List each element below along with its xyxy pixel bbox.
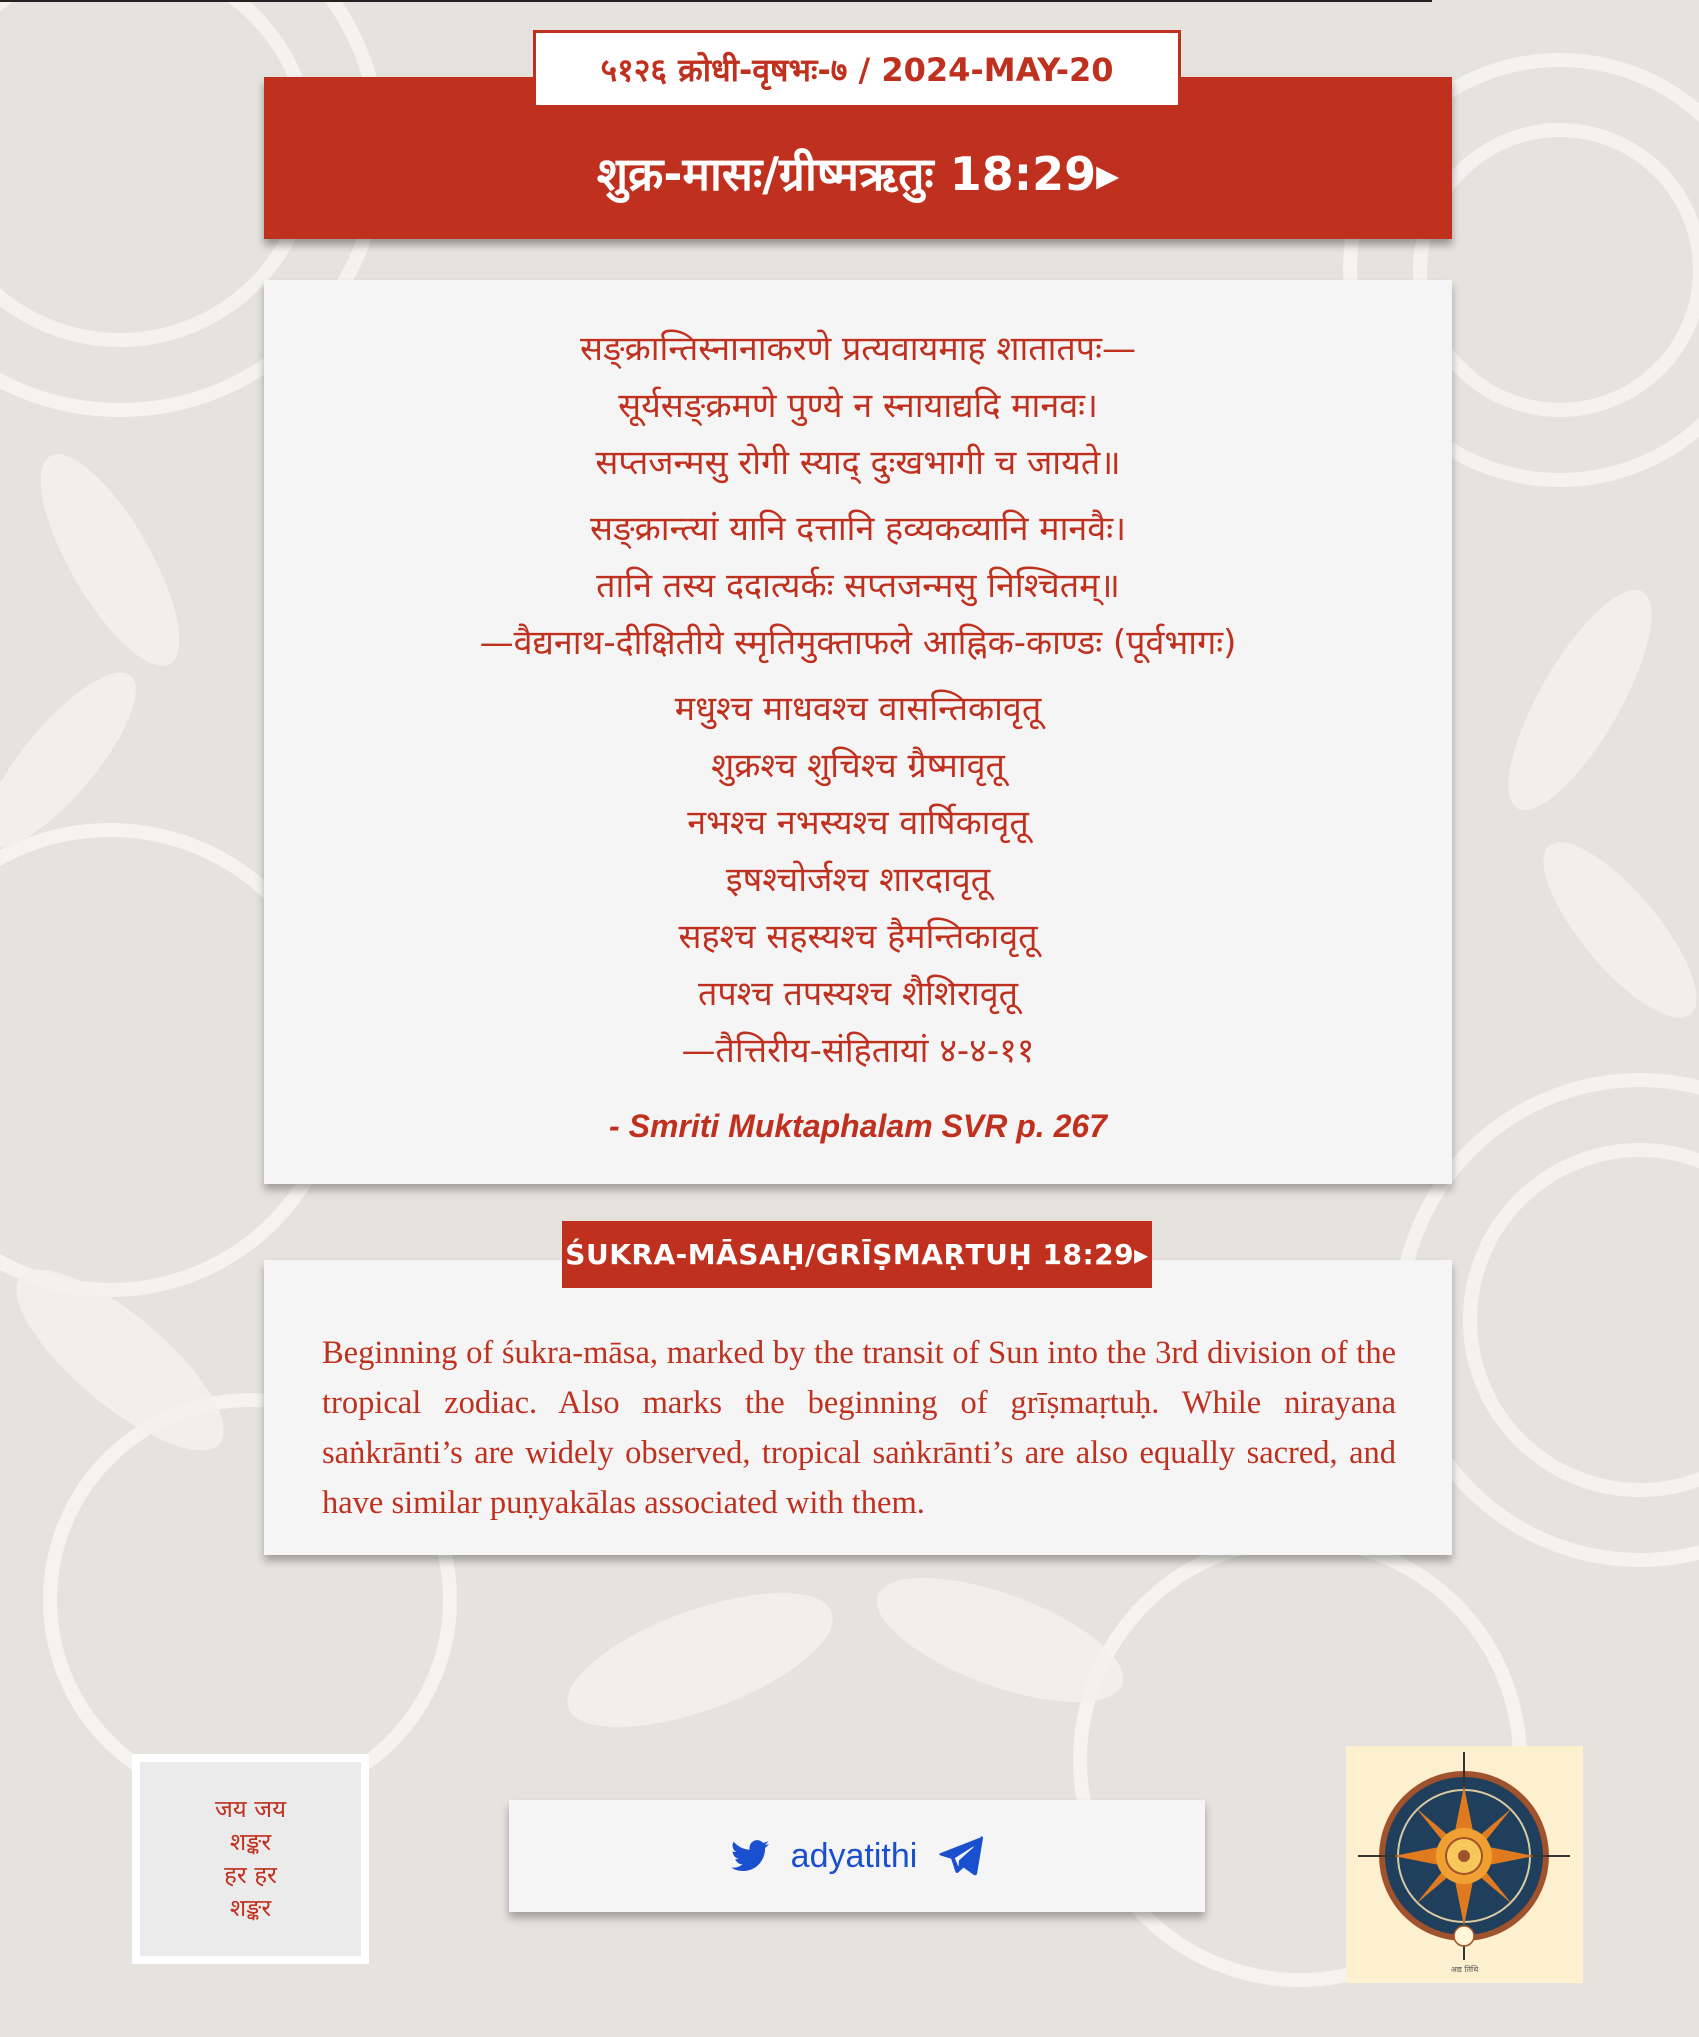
verse-line: इषश्चोर्जश्च शारदावृतू bbox=[725, 860, 991, 900]
verse-line: सहश्च सहस्यश्च हैमन्तिकावृतू bbox=[678, 917, 1038, 957]
logo-caption: अद्य तिथि bbox=[1450, 1965, 1479, 1974]
verse-line: —तैत्तिरीय-संहितायां ४-४-११ bbox=[681, 1031, 1035, 1071]
verse-line: तानि तस्य ददात्यर्कः सप्तजन्मसु निश्चितम्॥ bbox=[596, 566, 1120, 606]
verse-line: नभश्च नभस्यश्च वार्षिकावृतू bbox=[687, 803, 1029, 843]
social-handle[interactable]: adyatithi bbox=[790, 1836, 918, 1875]
twitter-icon[interactable] bbox=[731, 1840, 769, 1872]
top-rule bbox=[0, 0, 1432, 2]
telegram-icon[interactable] bbox=[939, 1836, 983, 1876]
verse-line: सप्तजन्मसु रोगी स्याद् दुःखभागी च जायते॥ bbox=[595, 443, 1121, 483]
adyatithi-logo bbox=[1346, 1746, 1583, 1983]
jaya-line: शङ्कर bbox=[229, 1894, 272, 1922]
stanza-2 bbox=[264, 509, 1452, 683]
verse-line: —वैद्यनाथ-दीक्षितीये स्मृतिमुक्ताफले आह्निक-काण्डः (पूर्वभागः) bbox=[479, 623, 1237, 663]
description-text: Beginning of śukra-māsa, marked by the transit of Sun into the 3rd division of the tropical zodiac. Also marks the beginning of grīṣmaṛtuḥ. While nirayana saṅkrānti’s are widely observed, tropical saṅkrānti’s are also equally sacred, and have similar puṇyakālas associated with them. bbox=[322, 1335, 1396, 1521]
transliteration-banner: ŚUKRA-MĀSAḤ/GRĪṢMAṚTUḤ 18:29▸ bbox=[562, 1221, 1152, 1288]
jaya-line: जय जय bbox=[214, 1795, 287, 1823]
citation: - Smriti Muktaphalam SVR p. 267 bbox=[609, 1108, 1107, 1144]
stanza-1 bbox=[264, 329, 1452, 503]
jaya-shankara-box bbox=[132, 1754, 369, 1964]
verse-line: सङ्क्रान्तिस्नानाकरणे प्रत्यवायमाह शातातपः— bbox=[580, 329, 1136, 369]
social-links bbox=[509, 1800, 1205, 1912]
verse-line: तपश्च तपस्यश्च शैशिरावृतू bbox=[697, 974, 1019, 1014]
sun-compass-icon bbox=[1346, 1746, 1583, 1983]
page-title: शुक्र-मासः/ग्रीष्मऋतुः 18:29▸ bbox=[264, 77, 1452, 239]
date-badge: ५१२६ क्रोधी-वृषभः-७ / 2024-MAY-20 bbox=[533, 30, 1181, 108]
verse-line: सङ्क्रान्त्यां यानि दत्तानि हव्यकव्यानि मानवैः। bbox=[590, 509, 1126, 549]
verse-card bbox=[264, 280, 1452, 1184]
jaya-shankara-text bbox=[140, 1762, 361, 1956]
description-card bbox=[264, 1260, 1452, 1555]
stanza-3 bbox=[264, 689, 1452, 1091]
verse-line: मधुश्च माधवश्च वासन्तिकावृतू bbox=[674, 689, 1042, 729]
jaya-line: हर हर bbox=[224, 1861, 277, 1889]
verse-line: सूर्यसङ्क्रमणे पुण्ये न स्नायाद्यदि मानवः। bbox=[618, 386, 1098, 426]
jaya-line: शङ्कर bbox=[229, 1828, 272, 1856]
verse-line: शुक्रश्च शुचिश्च ग्रैष्मावृतू bbox=[711, 746, 1005, 786]
